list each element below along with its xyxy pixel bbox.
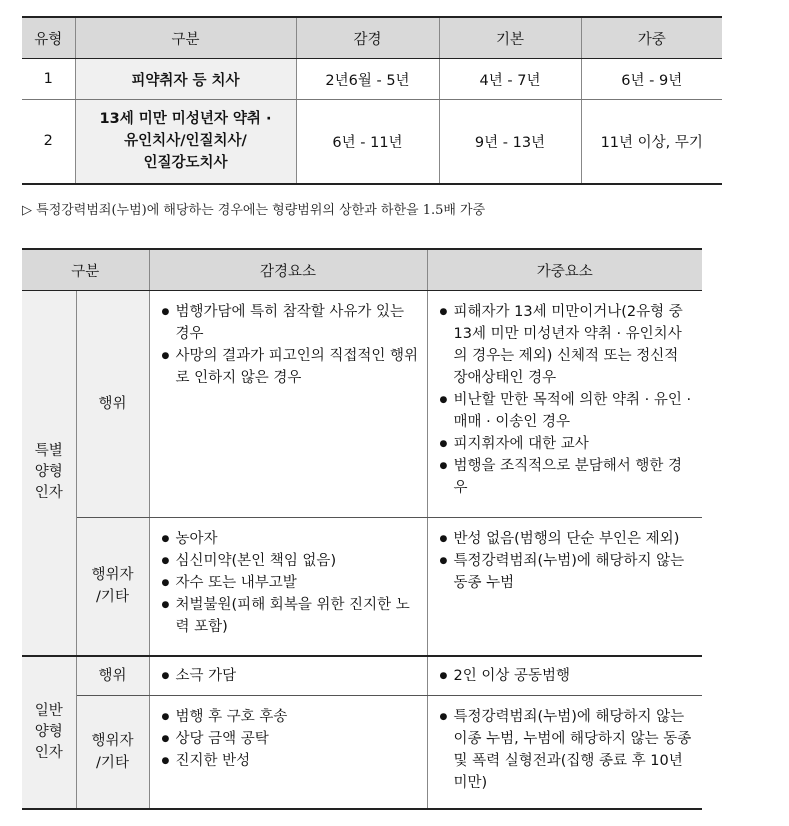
list-item: ● 사망의 결과가 피고인의 직접적인 행위로 인하지 않은 경우 [162, 345, 419, 389]
header-aggravated: 가중 [581, 17, 722, 59]
sentencing-range-table [22, 16, 722, 185]
list-item: ● 특정강력범죄(누범)에 해당하지 않는 이종 누범, 누범에 해당하지 않는 동종 및 폭력 실형전과(집행 종료 후 10년 미만) [440, 706, 695, 794]
table-row [22, 696, 702, 809]
general-actor-aggravating [427, 696, 702, 809]
special-act-mitigating [149, 291, 427, 518]
table-row [22, 291, 702, 518]
list-item: ● 2인 이상 공동범행 [440, 665, 695, 687]
header-basic: 기본 [439, 17, 581, 59]
list-item: ● 범행 후 구호 후송 [162, 706, 419, 728]
list-item: ● 자수 또는 내부고발 [162, 572, 419, 594]
category-line: 유인치사/인질치사/ [124, 133, 247, 150]
table-header-row [22, 249, 702, 291]
list-item: ● 피지휘자에 대한 교사 [440, 433, 695, 455]
category-line: 13세 미만 미성년자 약취 · [99, 111, 272, 128]
aggravation-note: ▷ 특정강력범죄(누범)에 해당하는 경우에는 형량범위의 상한과 하한을 1.5배 가중 [22, 203, 486, 218]
list-item: ● 농아자 [162, 528, 419, 550]
row-basic: 9년 - 13년 [439, 100, 581, 184]
list-item: ● 상당 금액 공탁 [162, 728, 419, 750]
list-item: ● 범행가담에 특히 참작할 사유가 있는 경우 [162, 301, 419, 345]
list-item: ● 소극 가담 [162, 665, 419, 687]
general-actor-label: 행위자 /기타 [76, 696, 149, 809]
list-item: ● 진지한 반성 [162, 750, 419, 772]
general-act-label: 행위 [76, 656, 149, 696]
table-header-row [22, 17, 722, 59]
row-category: 피약취자 등 치사 [75, 59, 296, 100]
table-row [22, 656, 702, 696]
header-category: 구분 [22, 249, 149, 291]
row-aggravated: 6년 - 9년 [581, 59, 722, 100]
row-mitigated: 2년6월 - 5년 [296, 59, 439, 100]
table-row [22, 59, 722, 100]
list-item: ● 심신미약(본인 책임 없음) [162, 550, 419, 572]
special-actor-mitigating [149, 518, 427, 656]
list-item: ● 처벌불원(피해 회복을 위한 진지한 노력 포함) [162, 594, 419, 638]
row-basic: 4년 - 7년 [439, 59, 581, 100]
header-aggravating-factors: 가중요소 [427, 249, 702, 291]
category-line: 인질강도치사 [143, 155, 228, 172]
general-factors-label: 일반 양형 인자 [22, 656, 76, 809]
list-item: ● 범행을 조직적으로 분담해서 행한 경우 [440, 455, 695, 499]
list-item: ● 특정강력범죄(누범)에 해당하지 않는 동종 누범 [440, 550, 695, 594]
row-mitigated: 6년 - 11년 [296, 100, 439, 184]
table-row [22, 518, 702, 656]
special-act-aggravating [427, 291, 702, 518]
general-actor-mitigating [149, 696, 427, 809]
sentencing-factors-table [22, 248, 702, 810]
list-item: ● 피해자가 13세 미만이거나(2유형 중 13세 미만 미성년자 약취 · 유인치사의 경우는 제외) 신체적 또는 정신적 장애상태인 경우 [440, 301, 695, 389]
header-mitigating-factors: 감경요소 [149, 249, 427, 291]
row-aggravated: 11년 이상, 무기 [581, 100, 722, 184]
special-factors-label: 특별 양형 인자 [22, 291, 76, 656]
row-type: 1 [22, 59, 75, 100]
list-item: ● 비난할 만한 목적에 의한 약취 · 유인 · 매매 · 이송인 경우 [440, 389, 695, 433]
header-mitigated: 감경 [296, 17, 439, 59]
special-actor-aggravating [427, 518, 702, 656]
row-type: 2 [22, 100, 75, 184]
table-row [22, 100, 722, 184]
general-act-mitigating [149, 656, 427, 696]
header-category: 구분 [75, 17, 296, 59]
special-act-label: 행위 [76, 291, 149, 518]
general-act-aggravating [427, 656, 702, 696]
header-type: 유형 [22, 17, 75, 59]
special-actor-label: 행위자 /기타 [76, 518, 149, 656]
row-category [75, 100, 296, 184]
list-item: ● 반성 없음(범행의 단순 부인은 제외) [440, 528, 695, 550]
